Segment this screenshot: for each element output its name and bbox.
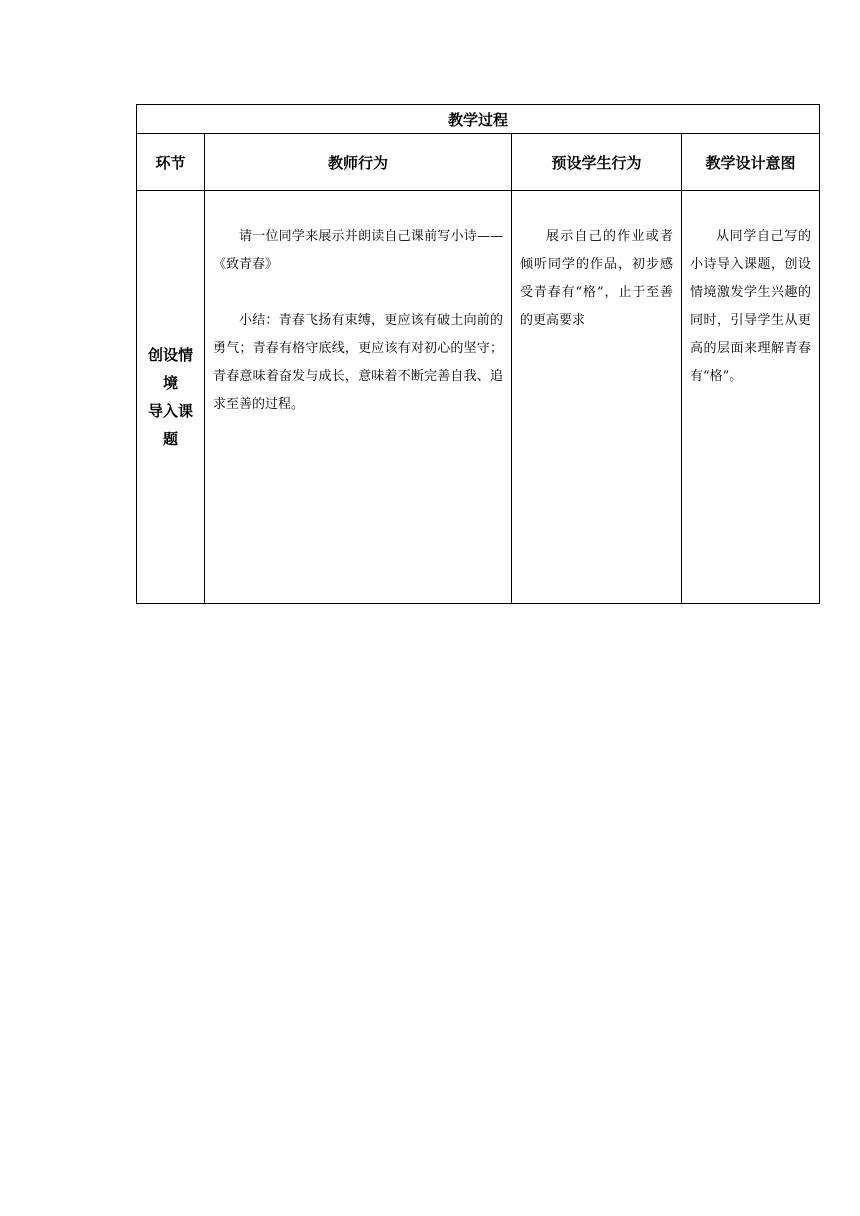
teacher-paragraph-1: 请一位同学来展示并朗读自己课前写小诗——《致青春》 (213, 229, 503, 272)
teacher-behavior-cell (205, 191, 512, 604)
header-teacher-behavior: 教师行为 (205, 134, 512, 191)
stage-line: 导入课 (147, 402, 193, 420)
stage-line: 创设情 (147, 346, 193, 364)
header-design-intent: 教学设计意图 (682, 134, 820, 191)
table-title-row (137, 105, 820, 134)
stage-line: 境 (162, 374, 178, 392)
table-row (137, 191, 820, 604)
teaching-process-table (136, 104, 820, 604)
student-paragraph: 展示自己的作业或者倾听同学的作品，初步感受青春有“格”，止于至善的更高要求 (520, 229, 673, 328)
teacher-paragraph-2: 小结：青春飞扬有束缚，更应该有破土向前的勇气；青春有格守底线，更应该有对初心的坚守；青春意味着奋发与成长，意味着不断完善自我、追求至善的过程。 (213, 313, 503, 412)
stage-cell (137, 191, 205, 604)
design-intent-cell (682, 191, 820, 604)
intent-paragraph: 从同学自己写的小诗导入课题，创设情境激发学生兴趣的同时，引导学生从更高的层面来理解青春有“格”。 (690, 229, 812, 384)
header-student-behavior: 预设学生行为 (512, 134, 682, 191)
table-header-row (137, 134, 820, 191)
student-behavior-cell (512, 191, 682, 604)
table-title: 教学过程 (137, 105, 820, 134)
stage-line: 题 (162, 430, 178, 448)
header-stage: 环节 (137, 134, 205, 191)
